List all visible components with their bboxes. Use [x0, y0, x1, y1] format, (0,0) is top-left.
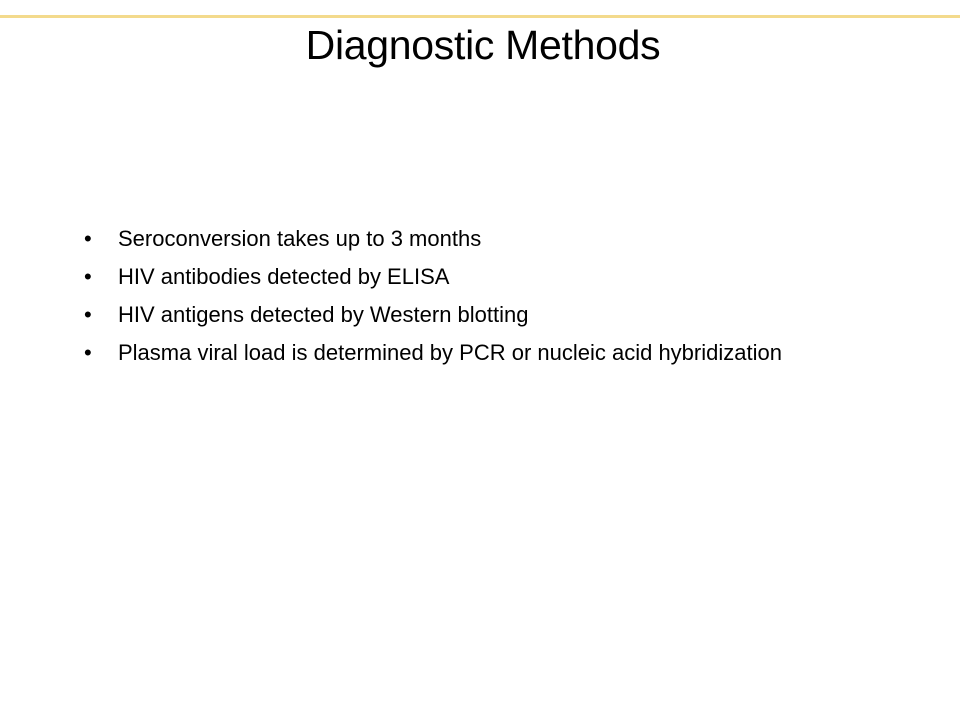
bullet-item-seroconversion [84, 225, 784, 252]
slide-title: Diagnostic Methods [305, 22, 661, 68]
bullet-text: Plasma viral load is determined by PCR or nucleic acid hybridization [118, 340, 782, 365]
bullet-item-viral-load [84, 339, 784, 366]
bullet-item-western-blotting [84, 301, 784, 328]
bullet-text: HIV antibodies detected by ELISA [118, 264, 450, 289]
bullet-icon: • [84, 340, 92, 365]
top-rule-divider [0, 15, 960, 18]
bullet-text: HIV antigens detected by Western blotting [118, 302, 529, 327]
bullet-list [84, 225, 784, 377]
bullet-icon: • [84, 264, 92, 289]
bullet-icon: • [84, 302, 92, 327]
bullet-text: Seroconversion takes up to 3 months [118, 226, 482, 251]
bullet-icon: • [84, 226, 92, 251]
bullet-item-elisa [84, 263, 784, 290]
